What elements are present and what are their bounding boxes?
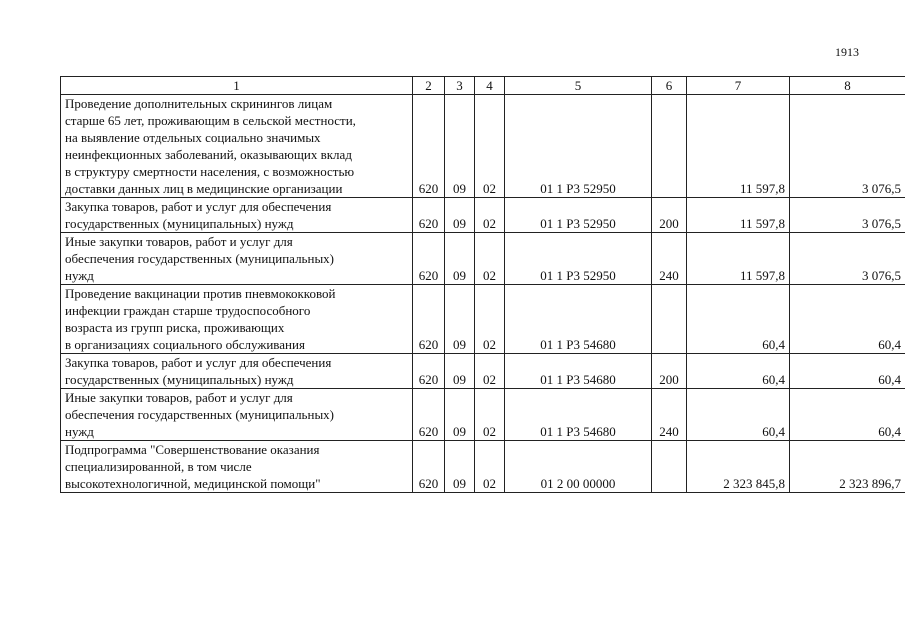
column-number: 8 <box>790 77 905 95</box>
subsection-code: 02 <box>475 389 505 441</box>
table-row <box>61 441 905 493</box>
table-row <box>61 285 905 354</box>
amount-col8: 2 323 896,7 <box>790 441 905 493</box>
amount-col7: 60,4 <box>687 389 790 441</box>
section-code: 09 <box>445 233 475 285</box>
expense-name: Проведение вакцинации против пневмококковой инфекции граждан старше трудоспособного возраста из групп риска, проживающих в организациях социального обслуживания <box>61 285 413 354</box>
subsection-code: 02 <box>475 354 505 389</box>
column-number: 3 <box>445 77 475 95</box>
amount-col7: 60,4 <box>687 354 790 389</box>
amount-col8: 3 076,5 <box>790 95 905 198</box>
amount-col7: 60,4 <box>687 285 790 354</box>
ministry-code: 620 <box>413 95 445 198</box>
amount-col7: 11 597,8 <box>687 233 790 285</box>
table-row <box>61 389 905 441</box>
expense-type-code <box>652 95 687 198</box>
expense-type-code: 240 <box>652 233 687 285</box>
expense-type-code: 200 <box>652 354 687 389</box>
ministry-code: 620 <box>413 389 445 441</box>
column-number: 4 <box>475 77 505 95</box>
table-row <box>61 354 905 389</box>
ministry-code: 620 <box>413 441 445 493</box>
target-article-code: 01 1 Р3 52950 <box>505 198 652 233</box>
amount-col8: 3 076,5 <box>790 233 905 285</box>
ministry-code: 620 <box>413 233 445 285</box>
target-article-code: 01 1 Р3 52950 <box>505 95 652 198</box>
ministry-code: 620 <box>413 198 445 233</box>
table-row <box>61 198 905 233</box>
expense-name: Проведение дополнительных скринингов лицам старше 65 лет, проживающим в сельской местности, на выявление отдельных социально значимых неинфекционных заболеваний, оказывающих вклад в структуру смертности населения, с возможностью доставки данных лиц в медицинские организации <box>61 95 413 198</box>
amount-col7: 2 323 845,8 <box>687 441 790 493</box>
ministry-code: 620 <box>413 354 445 389</box>
expense-name: Иные закупки товаров, работ и услуг для обеспечения государственных (муниципальных) нужд <box>61 233 413 285</box>
expense-name: Подпрограмма "Совершенствование оказания специализированной, в том числе высокотехнологичной, медицинской помощи" <box>61 441 413 493</box>
expense-name: Иные закупки товаров, работ и услуг для обеспечения государственных (муниципальных) нужд <box>61 389 413 441</box>
page-number: 1913 <box>835 45 859 59</box>
amount-col7: 11 597,8 <box>687 198 790 233</box>
target-article-code: 01 2 00 00000 <box>505 441 652 493</box>
amount-col8: 3 076,5 <box>790 198 905 233</box>
subsection-code: 02 <box>475 285 505 354</box>
subsection-code: 02 <box>475 441 505 493</box>
section-code: 09 <box>445 95 475 198</box>
subsection-code: 02 <box>475 198 505 233</box>
amount-col8: 60,4 <box>790 285 905 354</box>
table-row <box>61 233 905 285</box>
section-code: 09 <box>445 389 475 441</box>
subsection-code: 02 <box>475 233 505 285</box>
expense-type-code: 240 <box>652 389 687 441</box>
expense-name: Закупка товаров, работ и услуг для обеспечения государственных (муниципальных) нужд <box>61 354 413 389</box>
expense-name: Закупка товаров, работ и услуг для обеспечения государственных (муниципальных) нужд <box>61 198 413 233</box>
column-number: 2 <box>413 77 445 95</box>
column-number: 7 <box>687 77 790 95</box>
section-code: 09 <box>445 441 475 493</box>
column-number: 6 <box>652 77 687 95</box>
amount-col7: 11 597,8 <box>687 95 790 198</box>
amount-col8: 60,4 <box>790 389 905 441</box>
target-article-code: 01 1 Р3 54680 <box>505 285 652 354</box>
target-article-code: 01 1 Р3 54680 <box>505 389 652 441</box>
ministry-code: 620 <box>413 285 445 354</box>
column-number: 1 <box>61 77 413 95</box>
subsection-code: 02 <box>475 95 505 198</box>
expense-type-code <box>652 441 687 493</box>
expense-type-code: 200 <box>652 198 687 233</box>
expense-type-code <box>652 285 687 354</box>
target-article-code: 01 1 Р3 54680 <box>505 354 652 389</box>
amount-col8: 60,4 <box>790 354 905 389</box>
section-code: 09 <box>445 198 475 233</box>
target-article-code: 01 1 Р3 52950 <box>505 233 652 285</box>
table-row <box>61 95 905 198</box>
section-code: 09 <box>445 285 475 354</box>
budget-table <box>60 76 905 493</box>
column-number-row <box>61 77 905 95</box>
section-code: 09 <box>445 354 475 389</box>
column-number: 5 <box>505 77 652 95</box>
